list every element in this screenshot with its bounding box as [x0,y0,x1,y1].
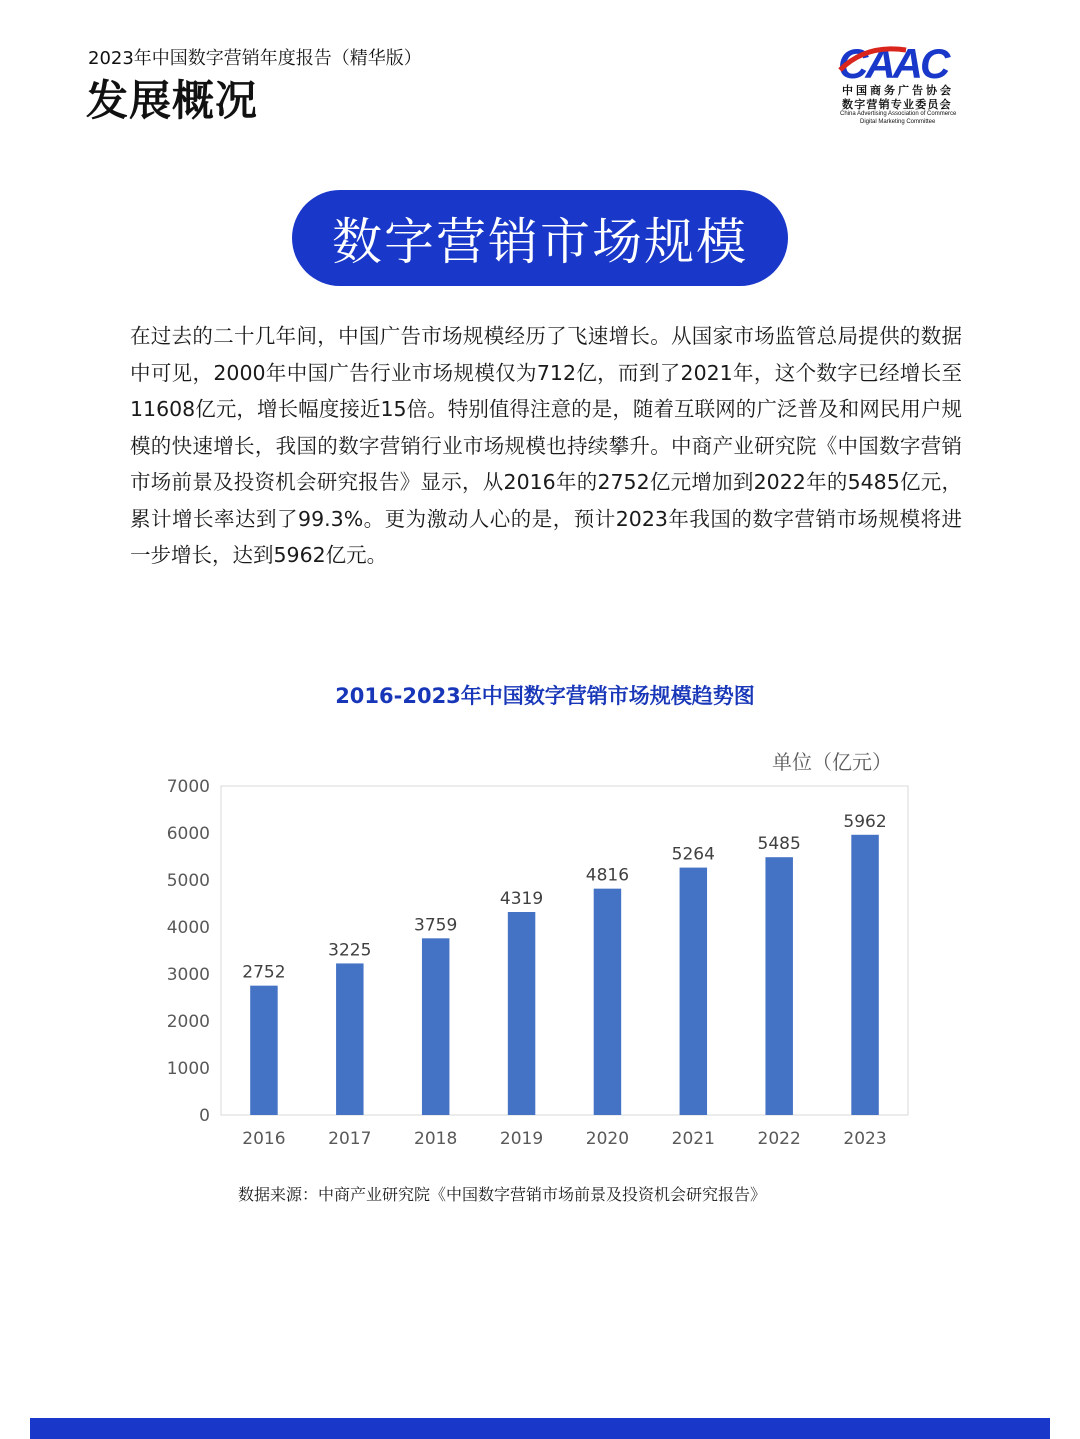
bar-chart [0,760,1080,1170]
caac-logo [836,40,968,130]
data-label: 3225 [328,940,372,961]
logo-en-line1: China Advertising Association of Commerce [840,111,957,117]
bar [508,912,535,1115]
data-label: 5485 [757,834,801,855]
bar [851,835,878,1115]
body-paragraph: 在过去的二十几年间，中国广告市场规模经历了飞速增长。从国家市场监管总局提供的数据中可见，2000年中国广告行业市场规模仅为712亿，而到了2021年，这个数字已经增长至11608亿元，增长幅度接近15倍。特别值得注意的是，随着互联网的广泛普及和网民用户规模的快速增长，我国的数字营销行业市场规模也持续攀升。中商产业研究院《中国数字营销市场前景及投资机会研究报告》显示，从2016年的2752亿元增加到2022年的5485亿元，累计增长率达到了99.3%。更为激动人心的是，预计2023年我国的数字营销市场规模将进一步增长，达到5962亿元。 [130,324,962,567]
bar [765,857,792,1115]
bar [680,868,707,1115]
report-title: 2023年中国数字营销年度报告（精华版） [88,48,422,69]
data-label: 4816 [585,865,630,886]
caac-logo-mark [836,40,968,84]
y-tick-label: 2000 [166,1012,210,1032]
logo-cn-line2: 数字营销专业委员会 [842,98,952,111]
x-tick-label: 2019 [499,1129,544,1149]
data-label: 4319 [499,889,544,910]
x-tick-label: 2020 [585,1129,630,1149]
y-tick-label: 6000 [166,824,210,844]
plot-area-border [221,786,908,1115]
x-tick-label: 2018 [414,1129,458,1149]
section-heading: 发展概况 [86,76,259,125]
x-tick-label: 2017 [328,1129,372,1149]
title-pill-text: 数字营销市场规模 [332,213,748,271]
x-tick-label: 2023 [843,1129,887,1149]
y-tick-label: 4000 [166,918,210,938]
y-tick-label: 0 [199,1106,210,1126]
logo-cn-line1: 中国商务广告协会 [842,84,954,97]
y-tick-label: 5000 [166,871,210,891]
y-tick-label: 3000 [166,965,210,985]
x-tick-label: 2016 [242,1129,286,1149]
data-label: 2752 [242,962,286,983]
data-label: 5962 [843,811,887,832]
x-tick-label: 2021 [671,1129,715,1149]
bar [336,963,363,1115]
x-tick-label: 2022 [757,1129,801,1149]
logo-en-line2: Digital Marketing Committee [860,119,936,125]
caac-logo-text: CAAC [838,40,948,84]
bar [250,986,277,1115]
title-pill [292,190,788,286]
footer-bar [30,1418,1050,1439]
y-tick-label: 1000 [166,1059,210,1079]
data-label: 5264 [671,844,715,865]
y-tick-label: 7000 [166,777,210,797]
data-label: 3759 [414,915,458,936]
bar [422,938,449,1115]
source-note: 数据来源：中商产业研究院《中国数字营销市场前景及投资机会研究报告》 [238,1185,767,1204]
bar [594,889,621,1115]
chart-unit-label: 单位（亿元） [772,750,892,774]
chart-title: 2016-2023年中国数字营销市场规模趋势图 [335,684,755,708]
